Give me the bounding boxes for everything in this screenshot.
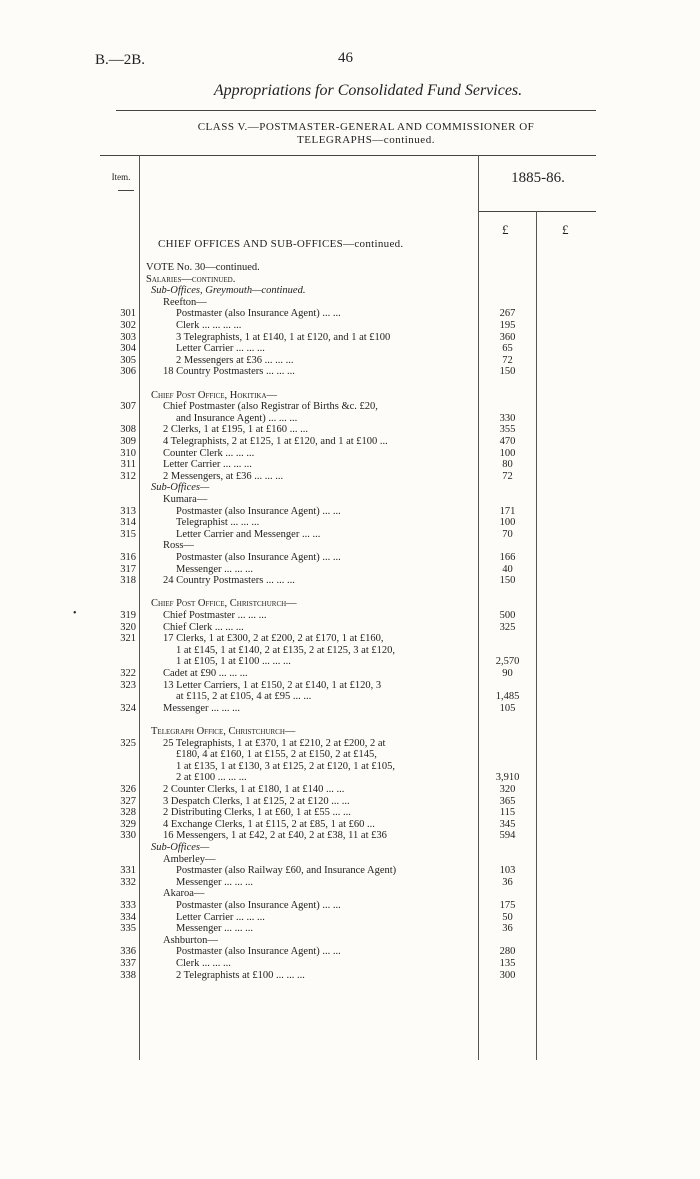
- table-top-rule: [100, 155, 596, 156]
- item-description: £180, 4 at £160, 1 at £155, 2 at £150, 2 at £145,: [176, 749, 377, 761]
- currency-label-left: £: [502, 222, 509, 237]
- table-row: [0, 448, 700, 460]
- item-amount: 1,485: [495, 691, 520, 703]
- item-number: 324: [120, 702, 136, 714]
- table-row: [0, 355, 700, 367]
- item-amount: 171: [499, 505, 516, 517]
- item-description: Salaries—continued.: [146, 273, 236, 285]
- document-reference: B.—2B.: [95, 52, 146, 68]
- item-description: 2 Clerks, 1 at £195, 1 at £160 ... ...: [163, 424, 308, 436]
- item-description: Clerk ... ... ... ...: [176, 320, 242, 331]
- item-number: 306: [120, 366, 136, 378]
- item-amount: 40: [502, 563, 513, 575]
- item-amount: 166: [499, 552, 516, 563]
- table-row: [0, 888, 700, 900]
- item-amount: 267: [499, 308, 516, 320]
- table-row: [0, 796, 700, 808]
- item-amount: 500: [499, 610, 516, 621]
- table-row: [0, 865, 700, 877]
- item-number: 305: [120, 354, 136, 366]
- table-row: [0, 424, 700, 436]
- table-row: [0, 552, 700, 564]
- item-amount: 355: [499, 424, 516, 436]
- item-description: Sub-Offices, Greymouth—continued.: [151, 285, 306, 297]
- item-amount: 280: [499, 946, 516, 958]
- item-number: 327: [120, 795, 136, 807]
- item-description: 2 Telegraphists at £100 ... ... ...: [176, 969, 305, 981]
- item-description: Amberley—: [163, 853, 216, 865]
- item-description: 2 Messengers at £36 ... ... ...: [176, 354, 294, 366]
- table-row: [0, 923, 700, 935]
- table-row: [0, 749, 700, 761]
- item-number: 330: [120, 830, 136, 842]
- table-row: [0, 529, 700, 541]
- table-row: [0, 668, 700, 680]
- item-description: Chief Postmaster ... ... ...: [163, 610, 267, 621]
- item-description: Telegraphist ... ... ...: [176, 517, 260, 529]
- title-rule: [116, 110, 596, 111]
- item-number: 303: [120, 331, 136, 343]
- item-description: Messenger ... ... ...: [176, 923, 253, 935]
- item-number: 310: [120, 447, 136, 459]
- item-description: 17 Clerks, 1 at £300, 2 at £200, 2 at £170, 1 at £160,: [163, 633, 384, 645]
- item-amount: 470: [499, 436, 516, 447]
- table-row: [0, 332, 700, 344]
- item-description: Counter Clerk ... ... ...: [163, 447, 255, 459]
- item-number: 331: [120, 865, 136, 877]
- item-amount: 36: [502, 876, 513, 888]
- item-description: Letter Carrier ... ... ...: [176, 911, 265, 923]
- item-description: Postmaster (also Insurance Agent) ... ...: [176, 308, 341, 320]
- year-column-header: 1885-86.: [511, 170, 565, 186]
- margin-mark: •: [73, 608, 77, 619]
- item-number: 326: [120, 784, 136, 795]
- item-amount: 105: [499, 702, 516, 714]
- table-row: [0, 784, 700, 796]
- table-row: [0, 738, 700, 750]
- item-number: 316: [120, 552, 136, 563]
- table-row: [0, 366, 700, 378]
- item-description: 25 Telegraphists, 1 at £370, 1 at £210, 2 at £200, 2 at: [163, 737, 386, 749]
- item-amount: 50: [502, 911, 513, 923]
- table-row: [0, 645, 700, 657]
- table-row: [0, 540, 700, 552]
- item-description: Postmaster (also Railway £60, and Insurance Agent): [176, 865, 397, 877]
- item-description: 4 Exchange Clerks, 1 at £115, 2 at £85, 1 at £60 ...: [163, 818, 375, 830]
- item-amount: 594: [499, 830, 516, 842]
- table-row: [0, 262, 700, 274]
- item-description: Telegraph Office, Christchurch—: [151, 726, 296, 737]
- item-description: Sub-Offices—: [151, 842, 210, 853]
- item-description: Messenger ... ... ...: [176, 876, 253, 888]
- item-number: 323: [120, 679, 136, 691]
- item-amount: 115: [499, 807, 516, 819]
- item-description: Chief Clerk ... ... ...: [163, 621, 244, 633]
- item-description: 2 at £100 ... ... ...: [176, 772, 247, 784]
- item-number: 322: [120, 668, 136, 679]
- item-amount: 2,570: [495, 656, 520, 668]
- table-row: [0, 958, 700, 970]
- item-amount: 150: [499, 366, 516, 378]
- item-description: 1 at £105, 1 at £100 ... ... ...: [176, 656, 291, 668]
- table-row: [0, 471, 700, 483]
- item-description: 18 Country Postmasters ... ... ...: [163, 366, 295, 378]
- table-row: [0, 912, 700, 924]
- item-number: 319: [120, 610, 136, 621]
- item-amount: 70: [502, 528, 513, 540]
- item-description: Postmaster (also Insurance Agent) ... ...: [176, 552, 341, 563]
- item-description: Cadet at £90 ... ... ...: [163, 668, 248, 679]
- item-description: Letter Carrier ... ... ...: [176, 343, 265, 355]
- item-number: 334: [120, 911, 136, 923]
- item-amount: 80: [502, 459, 513, 471]
- item-number: 302: [120, 320, 136, 331]
- item-amount: 300: [499, 969, 516, 981]
- page-title: Appropriations for Consolidated Fund Services.: [213, 82, 523, 99]
- item-amount: 345: [499, 818, 516, 830]
- item-number: 332: [120, 876, 136, 888]
- item-number: 313: [120, 505, 136, 517]
- item-header-underline: [118, 190, 134, 191]
- item-description: 1 at £145, 1 at £140, 2 at £135, 2 at £125, 3 at £120,: [176, 644, 396, 656]
- item-number: 315: [120, 528, 136, 540]
- table-row: [0, 691, 700, 703]
- table-row: [0, 575, 700, 587]
- table-row: [0, 854, 700, 866]
- item-description: 3 Despatch Clerks, 1 at £125, 2 at £120 ... ...: [163, 795, 350, 807]
- item-description: 2 Messengers, at £36 ... ... ...: [163, 470, 284, 482]
- item-description: Letter Carrier ... ... ...: [163, 459, 252, 471]
- page-number: 46: [338, 50, 353, 66]
- item-amount: 72: [502, 354, 513, 366]
- item-amount: 325: [499, 621, 516, 633]
- table-row: [0, 807, 700, 819]
- table-row: [0, 506, 700, 518]
- item-number: 335: [120, 923, 136, 935]
- item-number: 304: [120, 343, 136, 355]
- table-row: [0, 587, 700, 599]
- item-amount: 90: [502, 668, 513, 679]
- table-row: [0, 935, 700, 947]
- item-number: 311: [120, 459, 136, 471]
- item-description: 2 Distributing Clerks, 1 at £60, 1 at £55 ... ...: [163, 807, 351, 819]
- item-column-header: Item.: [111, 172, 131, 182]
- table-row: [0, 436, 700, 448]
- item-description: 3 Telegraphists, 1 at £140, 1 at £120, and 1 at £100: [176, 331, 391, 343]
- item-description: Sub-Offices—: [151, 482, 210, 494]
- table-row: [0, 343, 700, 355]
- table-row: [0, 842, 700, 854]
- item-number: 309: [120, 436, 136, 447]
- table-row: [0, 598, 700, 610]
- item-amount: 330: [499, 412, 516, 424]
- item-amount: 135: [499, 958, 516, 969]
- item-amount: 3,910: [495, 772, 520, 784]
- item-number: 325: [120, 737, 136, 749]
- item-description: Postmaster (also Insurance Agent) ... ...: [176, 946, 341, 958]
- table-row: [0, 517, 700, 529]
- table-row: [0, 970, 700, 982]
- table-row: [0, 378, 700, 390]
- item-amount: 195: [499, 320, 516, 331]
- item-amount: 175: [499, 900, 516, 911]
- table-row: [0, 726, 700, 738]
- item-number: 317: [120, 563, 136, 575]
- table-row: [0, 633, 700, 645]
- item-number: 333: [120, 900, 136, 911]
- item-amount: 65: [502, 343, 513, 355]
- table-row: [0, 401, 700, 413]
- item-number: 314: [120, 517, 136, 529]
- item-description: and Insurance Agent) ... ... ...: [176, 412, 298, 424]
- class-title-line1: CLASS V.—POSTMASTER-GENERAL AND COMMISSIONER OF: [197, 121, 535, 133]
- item-description: Akaroa—: [163, 888, 205, 900]
- table-row: [0, 482, 700, 494]
- table-row: [0, 761, 700, 773]
- item-amount: 103: [499, 865, 516, 877]
- item-number: 328: [120, 807, 136, 819]
- table-row: [0, 285, 700, 297]
- table-row: [0, 610, 700, 622]
- table-row: [0, 459, 700, 471]
- table-row: [0, 622, 700, 634]
- item-description: Postmaster (also Insurance Agent) ... ...: [176, 505, 341, 517]
- table-row: [0, 297, 700, 309]
- table-row: [0, 656, 700, 668]
- table-row: [0, 830, 700, 842]
- table-row: [0, 494, 700, 506]
- table-row: [0, 772, 700, 784]
- item-description: Postmaster (also Insurance Agent) ... ...: [176, 900, 341, 911]
- table-row: [0, 877, 700, 889]
- item-description: 1 at £135, 1 at £130, 3 at £125, 2 at £120, 1 at £105,: [176, 760, 396, 772]
- item-description: at £115, 2 at £105, 4 at £95 ... ...: [176, 691, 312, 703]
- item-amount: 365: [499, 795, 516, 807]
- table-row: [0, 413, 700, 425]
- item-description: Chief Post Office, Christchurch—: [151, 598, 297, 610]
- item-amount: 72: [502, 470, 513, 482]
- class-title-line2: TELEGRAPHS—continued.: [297, 134, 435, 146]
- table-row: [0, 320, 700, 332]
- item-description: 4 Telegraphists, 2 at £125, 1 at £120, and 1 at £100 ...: [163, 436, 388, 447]
- item-amount: 100: [499, 517, 516, 529]
- item-number: 338: [120, 969, 136, 981]
- item-description: Ashburton—: [163, 934, 218, 946]
- item-number: 336: [120, 946, 136, 958]
- item-description: Ross—: [163, 540, 194, 552]
- item-amount: 36: [502, 923, 513, 935]
- item-number: 318: [120, 575, 136, 587]
- table-row: [0, 819, 700, 831]
- year-header-rule: [478, 211, 596, 212]
- item-description: 16 Messengers, 1 at £42, 2 at £40, 2 at £38, 11 at £36: [163, 830, 387, 842]
- item-number: 320: [120, 621, 136, 633]
- item-description: Kumara—: [163, 494, 208, 505]
- table-row: [0, 680, 700, 692]
- item-description: 24 Country Postmasters ... ... ...: [163, 575, 295, 587]
- item-description: Clerk ... ... ...: [176, 958, 231, 969]
- table-row: [0, 714, 700, 726]
- item-description: Messenger ... ... ...: [176, 563, 253, 575]
- item-number: 337: [120, 958, 136, 969]
- item-description: Messenger ... ... ...: [163, 702, 240, 714]
- table-row: [0, 703, 700, 715]
- section-heading: CHIEF OFFICES AND SUB-OFFICES—continued.: [158, 238, 404, 250]
- item-description: 2 Counter Clerks, 1 at £180, 1 at £140 ... ...: [163, 784, 345, 795]
- item-number: 329: [120, 818, 136, 830]
- item-description: Letter Carrier and Messenger ... ...: [176, 528, 321, 540]
- item-amount: 100: [499, 447, 516, 459]
- table-row: [0, 946, 700, 958]
- item-amount: 150: [499, 575, 516, 587]
- item-number: 301: [120, 308, 136, 320]
- item-number: 307: [120, 401, 136, 413]
- item-amount: 360: [499, 331, 516, 343]
- item-number: 321: [120, 633, 136, 645]
- table-row: [0, 564, 700, 576]
- item-description: VOTE No. 30—continued.: [146, 262, 260, 273]
- table-row: [0, 274, 700, 286]
- item-amount: 320: [499, 784, 516, 795]
- currency-label-right: £: [562, 222, 569, 237]
- item-number: 312: [120, 470, 136, 482]
- item-description: Chief Postmaster (also Registrar of Births &c. £20,: [163, 401, 378, 413]
- item-description: Reefton—: [163, 296, 207, 308]
- item-description: Chief Post Office, Hokitika—: [151, 389, 278, 401]
- table-row: [0, 308, 700, 320]
- table-row: [0, 900, 700, 912]
- item-description: 13 Letter Carriers, 1 at £150, 2 at £140, 1 at £120, 3: [163, 679, 382, 691]
- item-number: 308: [120, 424, 136, 436]
- table-row: [0, 390, 700, 402]
